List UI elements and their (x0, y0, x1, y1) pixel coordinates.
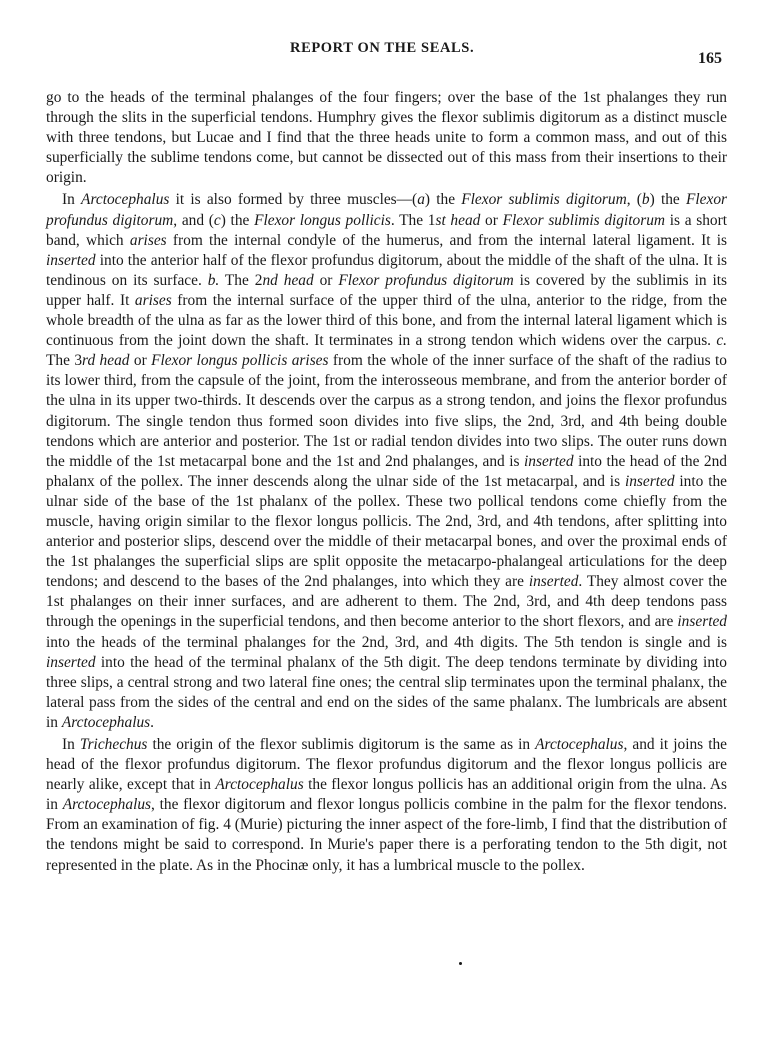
italic-run: c (213, 211, 221, 229)
text-run: , and ( (173, 211, 214, 229)
italic-run: Arctocephalus (62, 796, 152, 814)
italic-run: arises (129, 231, 167, 249)
text-run: go to the heads of the terminal phalanges of the four fingers; over the base of the 1st phalanges they run through the slits in the superficial tendons. Humphry gives the flexor sublimis digitorum as a distinct muscle with three tendons, but Lucae and I find that the three heads unite to form a common mass, and out of this superficially the sublime tendons come, but cannot be dissected out of this mass from their insertions to their origin. (46, 89, 727, 187)
italic-run: st head (435, 211, 481, 229)
italic-run: Arctocephalus (535, 736, 624, 753)
italic-run: inserted (624, 472, 675, 490)
text-run: is covered by the sublimis in its upper half. It (46, 271, 728, 309)
text-run: ) the (424, 191, 462, 209)
text-run: In (62, 736, 80, 753)
italic-run: inserted (46, 653, 96, 671)
text-run: . They almost cover the 1st phalanges on their inner surfaces, and are adherent to them. The 2nd, 3rd, and 4th deep tendons pass through the openings in the superficial tendons, and then become anterior to the short flexors, and are (46, 573, 727, 631)
italic-run: Flexor profundus digitorum (338, 271, 514, 289)
italic-run: Flexor sublimis digitorum (502, 211, 666, 229)
text-run: In (62, 191, 82, 209)
text-run: into the anterior half of the flexor profundus digitorum, about the middle of the shaft of the ulna. It is tendinous on its surface. (46, 251, 727, 289)
paragraph (46, 88, 727, 188)
text-run: from the whole of the inner surface of the shaft of the radius to its lower third, from the capsule of the joint, from the interosseous membrane, and from the anterior border of the ulna in its upper two-thirds. It descends over the carpus as a strong tendon, and joins the flexor profundus digitorum. The single tendon thus formed soon divides into five slips, the 2nd, 3rd, and 4th being double tendons which are anterior and posterior. The 1st or radial tendon divides into two slips. The outer runs down the middle of the 1st metacarpal bone and the 1st and 2nd phalanges, and is (46, 352, 727, 470)
text-run: the origin of the flexor sublimis digitorum is the same as in (147, 736, 536, 753)
text-run: The 3 (46, 352, 83, 370)
text-run: ) the (220, 211, 255, 229)
italic-run: b (641, 191, 650, 209)
italic-run: Flexor longus pollicis (254, 211, 391, 229)
paragraph (46, 735, 727, 876)
italic-run: Flexor sublimis digitorum (461, 191, 627, 209)
body-text (46, 88, 727, 876)
italic-run: a (417, 191, 425, 209)
italic-run: Arctocephalus (61, 713, 151, 731)
text-run: is a short band, which (46, 211, 728, 249)
text-run: The 2 (219, 271, 263, 289)
text-run: . The 1 (390, 211, 436, 229)
italic-run: inserted (677, 613, 727, 631)
text-run: . (150, 713, 155, 731)
text-run: or (313, 271, 339, 289)
italic-run: Trichechus (79, 736, 148, 753)
italic-run: rd head (82, 352, 130, 370)
italic-run: Arctocephalus (215, 776, 304, 794)
page-number: 165 (698, 50, 722, 67)
text-run: into the ulnar side of the base of the 1st phalanx of the pollex. These two pollical tendons come chiefly from the muscle, having origin similar to the flexor longus pollicis. The 2nd, 3rd, and 4th tendons, after splitting into anterior and posterior slips, descend over the middle of their metacarpal bones, and over the proximal ends of the 1st phalanges the superficial slips are split opposite the metacarpo-phalangeal articulations for the deep tendons; and descend to the bases of the 2nd phalanges, into which they are (46, 472, 727, 591)
text-run: it is also formed by three muscles—( (169, 191, 418, 209)
print-speck (459, 962, 462, 965)
text-run: from the internal surface of the upper third of the ulna, anterior to the ridge, from the whole breadth of the ulna as far as the lower third of this bone, and from the internal lateral ligament which is continuous from the joint down the shaft. It terminates in a strong tendon which widens over the carpus. (46, 291, 727, 350)
italic-run: c. (716, 332, 727, 350)
italic-run: inserted (46, 251, 96, 269)
italic-run: Flexor profundus digitorum (46, 191, 728, 229)
italic-run: Flexor longus pollicis (151, 352, 288, 370)
italic-run: Arctocephalus (81, 191, 170, 209)
text-run: ) the (649, 191, 686, 209)
text-run: into the head of the 2nd phalanx of the pollex. The inner descends along the ulnar side of the 1st metacarpal, and is (46, 452, 727, 490)
italic-run: inserted (523, 452, 574, 470)
text-run: , and it joins the head of the flexor profundus digitorum. The flexor profundus digitorum and the flexor longus pollicis are nearly alike, except that in (46, 736, 727, 794)
paragraph (46, 190, 727, 733)
text-run: from the internal condyle of the humerus, and from the internal lateral ligament. It is (166, 231, 727, 249)
text-run: , the flexor digitorum and flexor longus pollicis combine in the palm for the flexor tendons. From an examination of fig. 4 (Murie) picturing the inner aspect of the fore-limb, I find that the distribution of the tendons might be said to correspond. In Murie's paper there is a perforating tendon to the 5th digit, not represented in the plate. As in the Phocinæ only, it has a lumbrical muscle to the pollex. (46, 796, 727, 874)
italic-run: arises (134, 291, 172, 309)
text-run: , ( (626, 191, 642, 209)
italic-run: arises (291, 352, 329, 370)
italic-run: nd head (262, 271, 314, 289)
text-run: or (480, 211, 503, 229)
running-head: REPORT ON THE SEALS. (290, 40, 475, 56)
text-run: into the head of the terminal phalanx of the 5th digit. The deep tendons terminate by dividing into three slips, a central strong and two lateral fine ones; the central slip terminates upon the terminal phalanx, the lateral pass from the sides of the central and end on the sides of the same phalanx. The lumbricals are absent in (46, 653, 727, 731)
text-run: the flexor longus pollicis has an additional origin from the ulna. As in (46, 776, 727, 814)
italic-run: inserted (528, 573, 579, 591)
text-run: into the heads of the terminal phalanges for the 2nd, 3rd, and 4th digits. The 5th tendon is single and is (46, 633, 727, 651)
text-run: or (129, 352, 152, 370)
italic-run: b. (207, 271, 220, 289)
